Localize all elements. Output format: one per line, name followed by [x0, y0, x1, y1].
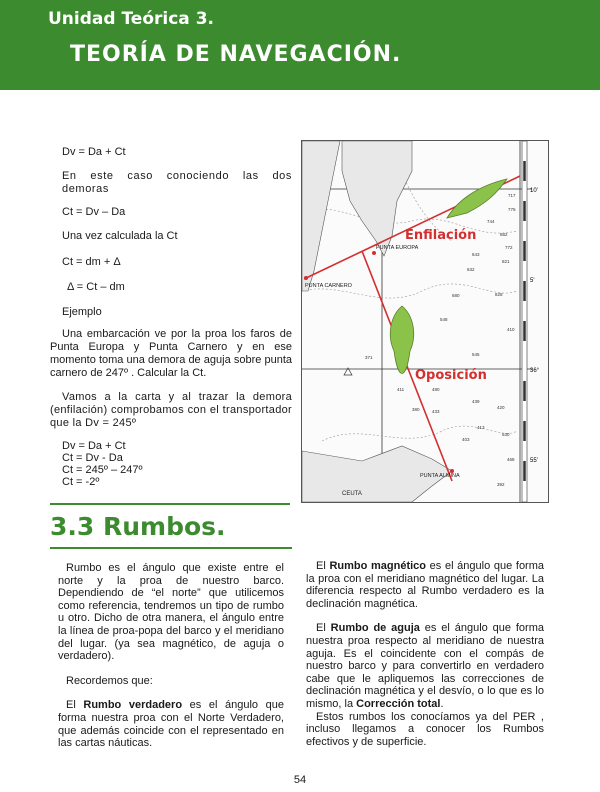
- depth-number: 403: [462, 437, 470, 442]
- depth-number: 410: [507, 327, 515, 332]
- text-example-problem: Una embarcación ve por la proa los faros de Punta Europa y Punta Carnero y en ese momento toma una demora de aguja sobre punta carnero de 247º . Calcular la Ct.: [50, 328, 292, 379]
- section-divider: [50, 503, 290, 505]
- depth-number: 643: [472, 252, 480, 257]
- header-band: [0, 0, 600, 90]
- depth-number: 772: [505, 245, 513, 250]
- lat-label-10: 10': [530, 188, 538, 194]
- depth-number: 468: [507, 457, 515, 462]
- per-paragraph: Estos rumbos los conocíamos ya del PER , incluso llegamos a conocer los Rumbos efectivos y de superficie.: [306, 710, 544, 748]
- depth-number: 413: [477, 425, 485, 430]
- land-gibraltar: [342, 141, 412, 256]
- section-title: 3.3 Rumbos.: [50, 512, 226, 541]
- land-spain: [302, 141, 340, 291]
- text-demoras: En este caso conociendo las dos demoras: [62, 170, 292, 195]
- lighthouse-icon: [372, 251, 376, 255]
- chapter-title: TEORÍA DE NAVEGACIÓN.: [70, 42, 402, 67]
- depth-number: 420: [497, 405, 505, 410]
- depth-number: 632: [467, 267, 475, 272]
- depth-number: 776: [508, 207, 516, 212]
- rumbo-aguja-paragraph: El Rumbo de aguja es el ángulo que forma nuestra proa respecto al meridiano de nuestra aguja. Es el coincidente con el compás de nuestro barco y para convertirlo en verdadero cabe que le apliquemos las correcciones de declinación magnética y el desvío, o lo que es lo mismo, la Corrección total.: [306, 622, 544, 710]
- depth-number: 717: [508, 193, 516, 198]
- formula-delta: Δ = Ct – dm: [67, 281, 125, 293]
- unit-label: Unidad Teórica 3.: [48, 9, 214, 29]
- text-ejemplo: Ejemplo: [62, 306, 102, 318]
- depth-number: 530: [502, 432, 510, 437]
- column-1: [58, 562, 284, 762]
- term-correccion-total: Corrección total: [356, 697, 441, 710]
- term-rumbo-verdadero: Rumbo verdadero: [83, 699, 183, 712]
- formula-ct-dm: Ct = dm + Δ: [62, 256, 121, 268]
- rumbo-definition: Rumbo es el ángulo que existe entre el norte y la proa de nuestro barco. Dependiendo de “el norte” que utilicemos como referencia, tendremos un tipo de rumbo u otro. Dicho de otra manera, el ángulo entre la línea de proa-popa del barco y el meridiano del lugar. (ya sea magnético, de aguja o verdadero).: [58, 562, 284, 663]
- boat-oposicion: [390, 306, 413, 374]
- depth-number: 744: [487, 219, 495, 224]
- label-punta-almina: PUNTA ALMINA: [420, 473, 460, 479]
- depth-number: 480: [432, 387, 440, 392]
- rumbo-verdadero-paragraph: El Rumbo verdadero es el ángulo que forma nuestra proa con el Norte Verdadero, que además coincide con el representado en las cartas náuticas.: [58, 699, 284, 750]
- page-number: 54: [293, 774, 307, 786]
- column-2: [306, 560, 544, 760]
- lat-label-5: 5': [530, 278, 535, 284]
- nautical-chart: [301, 140, 549, 503]
- depth-number: 821: [502, 259, 510, 264]
- depth-number: 548: [440, 317, 448, 322]
- chart-svg: [302, 141, 548, 502]
- label-punta-europa: PUNTA EUROPA: [376, 245, 419, 251]
- lat-label-36: 36°: [530, 368, 540, 374]
- depth-number: 545: [472, 352, 480, 357]
- rumbo-magnetico-paragraph: El Rumbo magnético es el ángulo que forma la proa con el meridiano magnético del lugar. La diferencia respecto al Rumbo verdadero es la declinación magnética.: [306, 560, 545, 610]
- lat-label-55: 55': [530, 458, 538, 464]
- result-line-3: Ct = 245º – 247º: [62, 464, 143, 476]
- formula-dv: Dv = Da + Ct: [62, 146, 126, 158]
- depth-number: 433: [432, 409, 440, 414]
- formula-ct: Ct = Dv – Da: [62, 206, 126, 218]
- section-underline: [50, 547, 292, 549]
- result-line-1: Dv = Da + Ct: [62, 440, 126, 452]
- depth-number: 380: [412, 407, 420, 412]
- depth-number: 439: [472, 399, 480, 404]
- result-line-2: Ct = Dv - Da: [62, 452, 123, 464]
- label-enfilacion: Enfilación: [405, 228, 477, 243]
- boat-enfilacion: [447, 179, 507, 218]
- text-recordemos: Recordemos que:: [66, 674, 153, 687]
- term-rumbo-aguja: Rumbo de aguja: [330, 622, 420, 635]
- depth-number: 680: [452, 293, 460, 298]
- lighthouse-icon: [304, 276, 308, 280]
- label-oposicion: Oposición: [415, 368, 487, 383]
- depth-number: 411: [397, 387, 405, 392]
- depth-number: 828: [495, 292, 503, 297]
- depth-number: 392: [497, 482, 505, 487]
- lighthouse-icon: [450, 469, 454, 473]
- label-punta-carnero: PUNTA CARNERO: [305, 283, 352, 289]
- text-calculada: Una vez calculada la Ct: [62, 230, 178, 242]
- result-line-4: Ct = -2º: [62, 476, 100, 488]
- depth-number: 371: [365, 355, 373, 360]
- depth-number: 882: [500, 232, 508, 237]
- text-enfilacion: Vamos a la carta y al trazar la demora (enfilación) comprobamos con el transportador que la Dv = 245º: [50, 391, 292, 429]
- term-rumbo-magnetico: Rumbo magnético: [329, 560, 427, 572]
- label-ceuta: CEUTA: [342, 491, 362, 497]
